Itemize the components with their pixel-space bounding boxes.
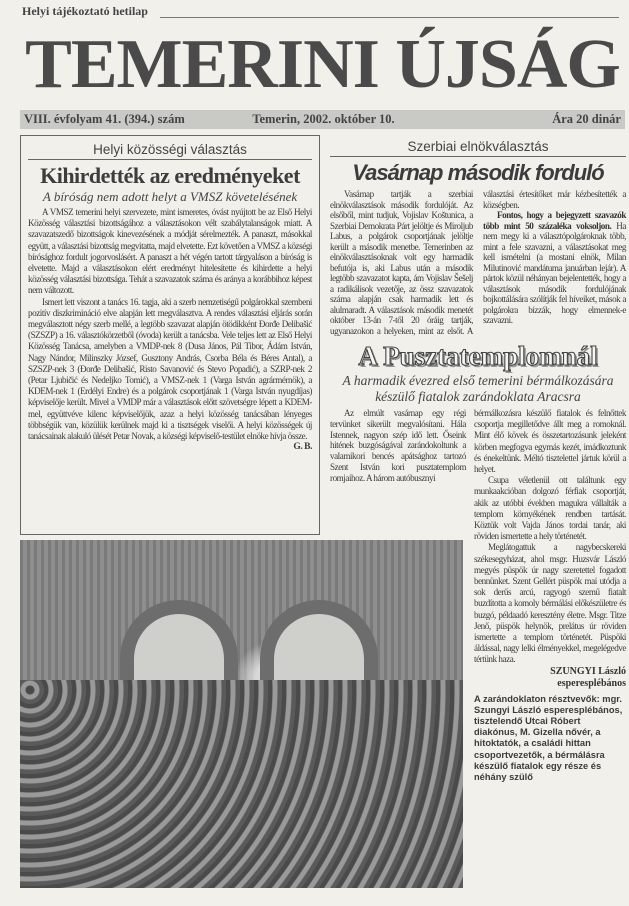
photo-caption: A zarándoklaton résztvevők: mgr. Szungyi László esperesplébános, tisztelendő Utcai Róbert diakónus, M. Gizella nővér, a hitoktatók, a családi hittan csoportvezetők, a bérmálásra készülő fiatalok egy része és néhány szülő	[474, 693, 623, 783]
divider	[330, 156, 626, 157]
paragraph: Meglátogattuk a nagybecskereki székesegyházat, ahol msgr. Huzsvár László megyés püspök úr nagy szeretettel fogadott bennünket. Szent Gellért püspök mai utódja a sok derűs arcú, ragyogó szemű fiatalt buzdította a komoly bérmálási előkészületre és buzgó, példaadó keresztény életre. Msgr. Titze Jenő, püspök helynök, prelátus úr röviden ismertette a templom történetét. Püspöki áldással, nagy lelki élményekkel, megelégedve tértünk haza.	[474, 542, 626, 665]
local-article-body	[28, 207, 312, 453]
newspaper-title: TEMERINI ÚJSÁG	[25, 26, 620, 103]
local-article-signature: G. B.	[293, 442, 312, 453]
paragraph: bérmálkozásra készülő fiatalok és felnőttek csoportja megilletődve állt meg a romoknál. Mint élő kövek és összetartozásunk jeleként körben megfogva egymás kezét, imádkoztunk és énekeltünk. Méltó tisztelettel jártuk körül a helyet.	[474, 408, 626, 475]
bold-lead: Fontos, hogy a bejegyzett szavazók több mint 50 százaléka voksoljon.	[483, 210, 626, 231]
tagline-rule	[160, 17, 619, 18]
serbia-article-body	[330, 189, 626, 336]
issue-price: Ára 20 dinár	[552, 112, 621, 126]
pilgrimage-article-subheadline: A harmadik évezred első temerini bérmálkozására készülő fiatalok zarándoklata Aracsra	[342, 373, 614, 404]
right-column	[330, 138, 626, 783]
paragraph: A VMSZ temerini helyi szervezete, mint ismeretes, óvást nyújtott be az Első Helyi Közösség választási bizottságához a választásokon vélt szabálytalanságok miatt. A szavazatszedő bizottságok kinevezésének a módját sérelmezték. A panaszt, másokkal együtt, a választási bizottság megvitatta, majd elvetette. Ezt követően a VMSZ a községi bírósághoz fordult jogorvoslásért. A panaszt a hét végén tartott tárgyaláson a bíróság is elvetette. Majd a választásokon elért eredményt hitelesítette és kihirdette a helyi közösség választási bizottsága. Tehát a szavazatok száma és aránya a korábbihoz képest nem változott.	[28, 207, 312, 296]
pilgrimage-signature-title: esperesplébános	[557, 677, 626, 689]
divider	[28, 159, 312, 160]
pilgrimage-article-right-column	[474, 408, 626, 783]
masthead-tagline: Helyi tájékoztató hetilap	[22, 4, 148, 18]
serbia-article-headline: Vasárnap második forduló	[352, 160, 604, 185]
paragraph	[483, 210, 626, 326]
pilgrimage-signature-name: SZUNGYI László	[550, 665, 626, 677]
paragraph: Vasárnap tartják a szerbiai elnökválasztások második fordulóját. Az elsőből, mint tudjuk, Vojislav Koštunica, a Szerbiai Demokrata Párt jelöltje és Miroljub Labus, a polgárok csoportjának jelöltje került a második menetbe. Temerinben az elnökválasztásoknak volt egy harmadik befutója is, aki Labus után a második legtöbb szavazatot kapta, ám Vojislav Šešelj a radikálisok vezetője, az össz szavazatok száma alapján csak harmadik lett és alulmaradt. A választások második menetét október 13-án 7-től 20 óráig tartják, ugyanazokon a helyeken, mint az elsőt. A választási értesítőket már kézbesítették a községben.	[330, 189, 626, 336]
pilgrimage-article-headline: A Pusztatemplomnál	[358, 341, 598, 371]
paragraph-text: Ha nem megy ki a választópolgároknak több, mint a fele szavazni, a választásokat meg kell ismételni (a mostani elnök, Milan Milutinović mandátuma januárban lejár). A pártok közül néhányan bejelentették, hogy a választások második fordulójának bojkottálására szólítják fel híveiket, mások a polgárokra bízzák, hogy elmennek-e szavazni.	[483, 220, 626, 325]
serbia-article-kicker: Szerbiai elnökválasztás	[407, 139, 549, 154]
local-article-subheadline: A bíróság nem adott helyt a VMSZ követelésének	[42, 189, 298, 204]
local-article-kicker: Helyi közösségi választás	[93, 142, 247, 157]
paragraph: Ismert lett viszont a tanács 16. tagja, aki a szerb nemzetiségű polgárokkal szembeni pozitív diszkrimináció elve alapján lett megválasztva. A rendes választási eljárás során megválasztott négy szerb mellé, a legtöbb szavazat alapján ötödikként Đorđe Delibašić (SZSZP) a 16. választókörzetből (óvoda) került a tanácsba. Vele teljes lett az Első Helyi Közösség Tanácsa, amelyben a VMDP-nek 8 (Dusa János, Pál Tibor, Ádám István, Nagy Nándor, Milinszky József, Gusztony András, Csorba Béla és Béres Antal), a SZSZP-nek 3 (Đorđe Delibašić, Risto Savanović és Stevo Popadić), a SZRP-nek 2 (Petar Ljubičić és Nedeljko Tomić), a VMSZ-nek 1 (Varga István agrármérnök), a KDEM-nek 1 (Erdélyi Endre) és a polgárok csoportjának 1 (Varga István nyugdíjas) képviselője került. Mivel a VMDP már a választások előtt szövetségre lépett a KDEM-mel, együttvéve kilenc képviselőjük, azaz a helyi közösség tanácsában lényeges többségük van, közülük kerülnek majd ki a tisztségek viselői. A helyi közösségek új tanácsainak alakuló ülését Petar Novak, a községi képviselő-testület elnöke hívja össze.	[28, 296, 312, 442]
local-election-article-box	[20, 135, 320, 535]
paragraph: Az elmúlt vasárnap egy régi tervünket sikerült megvalósítani. Hála Istennek, nagyon szép idő lett. Őseink hitének buzgóságával zarándokoltunk a valamikori bencés apátsághoz tartozó Szent István kori pusztatemplom romjaihoz. A három autóbusznyi	[330, 408, 466, 483]
pilgrimage-article-columns	[330, 408, 626, 783]
local-article-headline: Kihirdették az eredményeket	[40, 163, 300, 188]
pilgrimage-article-body-left	[330, 408, 466, 783]
paragraph: Csupa véletlenül ott találtunk egy munkaakcióban dolgozó férfiak csoportját, akik az utóbbi években magukra vállalták a templom környékének rendben tartását. Köztük volt Vajda János tordai tanár, aki röviden ismertette a hely történetét.	[474, 475, 626, 542]
issue-date: Temerin, 2002. október 10.	[252, 112, 395, 126]
pilgrimage-article-body-right	[474, 408, 626, 666]
issue-number: VIII. évfolyam 41. (394.) szám	[24, 112, 185, 126]
issue-info-bar	[20, 110, 625, 129]
